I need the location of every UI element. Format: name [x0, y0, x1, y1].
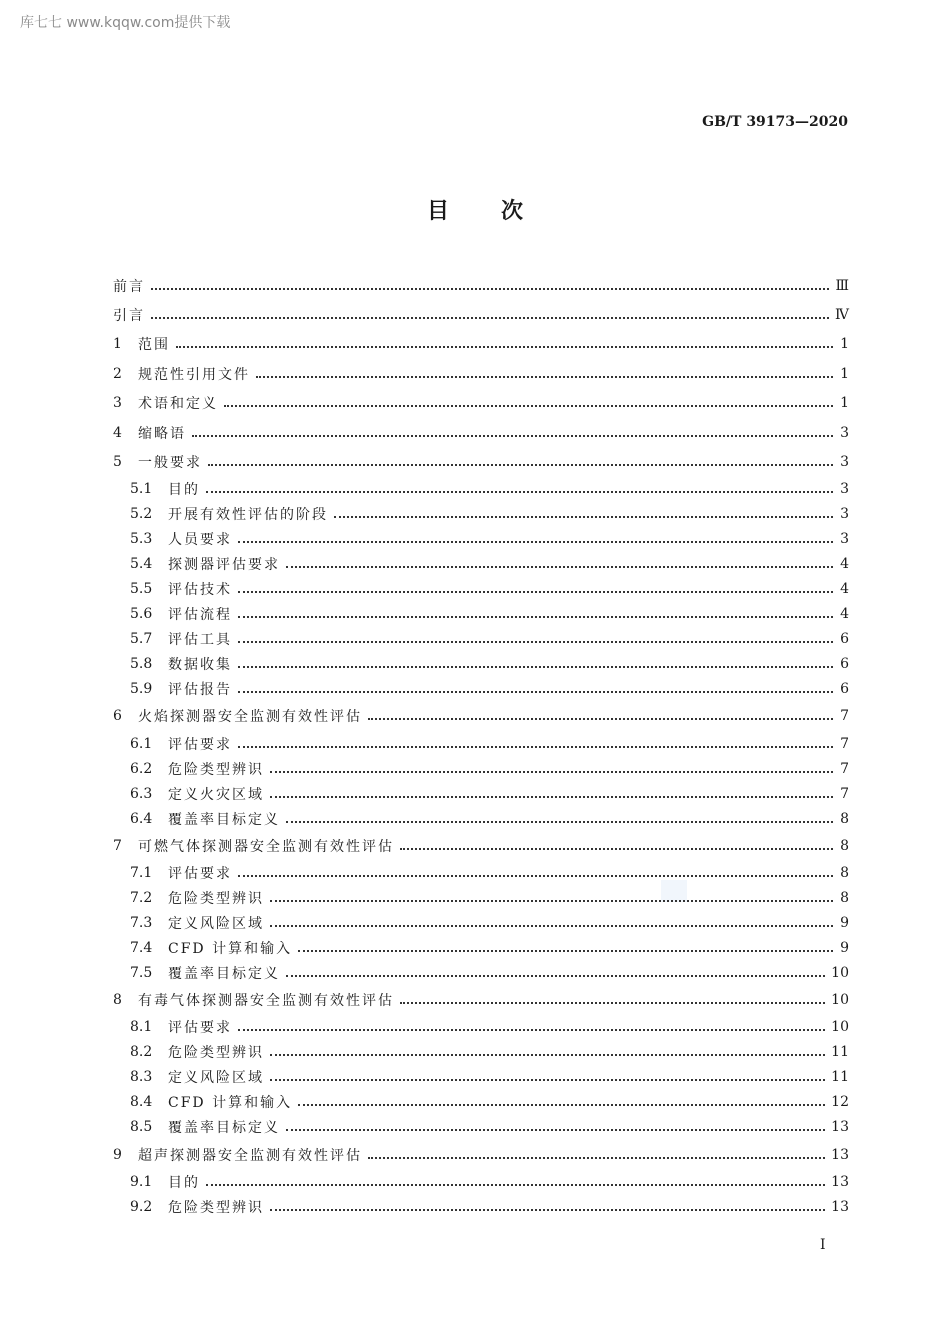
- toc-entry-page: 8: [840, 837, 849, 854]
- toc-entry-number: 2: [113, 365, 122, 382]
- toc-entry[interactable]: [113, 806, 849, 831]
- toc-entry-number: 1: [113, 336, 122, 353]
- toc-entry-number: 5.9: [130, 681, 153, 698]
- toc-entry[interactable]: [113, 271, 849, 300]
- toc-entry-label: 开展有效性评估的阶段: [168, 507, 328, 524]
- toc-entry-number: 5.6: [130, 606, 153, 623]
- dot-leader: [368, 718, 833, 720]
- toc-entry-label: 目的: [168, 1174, 200, 1191]
- toc-entry-label: CFD 计算和输入: [168, 1095, 293, 1112]
- toc-entry-number: 6.1: [130, 735, 153, 752]
- dot-leader: [238, 641, 833, 643]
- dot-leader: [270, 900, 833, 902]
- toc-entry-page: 10: [831, 992, 849, 1009]
- toc-entry-label: 评估技术: [168, 582, 232, 599]
- dot-leader: [298, 1104, 825, 1106]
- toc-entry-page: 8: [840, 865, 849, 882]
- toc-entry-page: 3: [840, 531, 849, 548]
- toc-entry-label: 超声探测器安全监测有效性评估: [138, 1147, 362, 1164]
- toc-entry[interactable]: [113, 1040, 849, 1065]
- toc-entry-number: 6.4: [130, 810, 153, 827]
- toc-entry-label: 数据收集: [168, 657, 232, 674]
- dot-leader: [368, 1157, 825, 1159]
- toc-entry-label: 规范性引用文件: [138, 366, 250, 383]
- toc-entry-page: 4: [840, 556, 849, 573]
- toc-entry[interactable]: [113, 552, 849, 577]
- toc-entry[interactable]: [113, 677, 849, 702]
- toc-entry-number: 8.3: [130, 1069, 153, 1086]
- toc-entry-number: 5.8: [130, 656, 153, 673]
- dot-leader: [270, 1054, 825, 1056]
- toc-entry-page: 7: [840, 760, 849, 777]
- toc-entry-label: 覆盖率目标定义: [168, 1120, 280, 1137]
- toc-entry-page: 3: [840, 506, 849, 523]
- toc-entry-label: 危险类型辨识: [168, 891, 264, 908]
- toc-entry-label: 前言: [113, 278, 145, 295]
- toc-entry-number: 7.5: [130, 965, 153, 982]
- dot-leader: [238, 666, 833, 668]
- dot-leader: [238, 746, 833, 748]
- toc-entry-number: 5.4: [130, 556, 153, 573]
- dot-leader: [400, 848, 833, 850]
- dot-leader: [206, 491, 833, 493]
- toc-entry-page: 1: [840, 365, 849, 382]
- toc-entry-label: 评估要求: [168, 1020, 232, 1037]
- dot-leader: [238, 541, 833, 543]
- toc-entry-page: 10: [831, 1019, 849, 1036]
- toc-entry-label: 定义火灾区域: [168, 786, 264, 803]
- toc-entry[interactable]: [113, 418, 849, 447]
- toc-entry-page: 3: [840, 481, 849, 498]
- toc-entry[interactable]: [113, 886, 849, 911]
- toc-entry-page: 6: [840, 631, 849, 648]
- toc-entry-page: 10: [831, 965, 849, 982]
- toc-entry-page: 1: [840, 395, 849, 412]
- toc-entry-page: 13: [831, 1173, 849, 1190]
- dot-leader: [270, 771, 833, 773]
- dot-leader: [151, 288, 829, 290]
- toc-entry-label: 评估要求: [168, 866, 232, 883]
- toc-entry-page: 13: [831, 1119, 849, 1136]
- toc-entry-label: 评估要求: [168, 736, 232, 753]
- toc-entry-page: 7: [840, 785, 849, 802]
- toc-entry[interactable]: [113, 527, 849, 552]
- toc-entry-number: 9.1: [130, 1173, 153, 1190]
- toc-entry-number: 7: [113, 837, 122, 854]
- toc-entry[interactable]: [113, 702, 849, 731]
- toc-entry[interactable]: [113, 831, 849, 860]
- toc-entry-label: 目的: [168, 482, 200, 499]
- toc-entry-page: 6: [840, 656, 849, 673]
- toc-entry-label: 覆盖率目标定义: [168, 966, 280, 983]
- toc-entry[interactable]: [113, 300, 849, 329]
- toc-entry-label: 覆盖率目标定义: [168, 811, 280, 828]
- toc-entry-number: 8.2: [130, 1044, 153, 1061]
- toc-entry-number: 8.5: [130, 1119, 153, 1136]
- toc-entry-page: 9: [840, 940, 849, 957]
- dot-leader: [192, 435, 833, 437]
- toc-entry[interactable]: [113, 502, 849, 527]
- toc-entry-label: 危险类型辨识: [168, 1045, 264, 1062]
- dot-leader: [298, 950, 833, 952]
- toc-entry-label: 火焰探测器安全监测有效性评估: [138, 709, 362, 726]
- toc-entry-label: 缩略语: [138, 425, 186, 442]
- dot-leader: [286, 1129, 825, 1131]
- dot-leader: [286, 975, 825, 977]
- toc-entry-label: 评估流程: [168, 607, 232, 624]
- toc-entry[interactable]: [113, 1015, 849, 1040]
- toc-entry[interactable]: [113, 1115, 849, 1140]
- dot-leader: [400, 1002, 825, 1004]
- toc-entry-label: 范围: [138, 337, 170, 354]
- table-of-contents: [113, 271, 849, 1219]
- dot-leader: [151, 317, 829, 319]
- toc-entry[interactable]: [113, 961, 849, 986]
- toc-entry-page: 3: [840, 424, 849, 441]
- toc-entry-number: 5.3: [130, 531, 153, 548]
- toc-entry-number: 7.4: [130, 940, 153, 957]
- toc-entry-page: 3: [840, 454, 849, 471]
- toc-entry-page: 6: [840, 681, 849, 698]
- dot-leader: [238, 875, 833, 877]
- toc-entry-number: 3: [113, 395, 122, 412]
- toc-entry[interactable]: [113, 359, 849, 388]
- dot-leader: [270, 1079, 825, 1081]
- toc-entry[interactable]: [113, 577, 849, 602]
- toc-entry-label: 危险类型辨识: [168, 1199, 264, 1216]
- toc-entry-number: 9: [113, 1146, 122, 1163]
- toc-entry-number: 7.2: [130, 890, 153, 907]
- dot-leader: [238, 691, 833, 693]
- toc-entry-number: 6.2: [130, 760, 153, 777]
- toc-entry[interactable]: [113, 1090, 849, 1115]
- toc-entry-number: 5.7: [130, 631, 153, 648]
- toc-entry[interactable]: [113, 602, 849, 627]
- toc-entry[interactable]: [113, 936, 849, 961]
- dot-leader: [334, 516, 833, 518]
- toc-entry-page: Ⅲ: [835, 277, 849, 294]
- toc-entry[interactable]: [113, 986, 849, 1015]
- dot-leader: [270, 1209, 825, 1211]
- toc-entry-number: 8: [113, 992, 122, 1009]
- dot-leader: [270, 925, 833, 927]
- toc-entry-number: 6.3: [130, 785, 153, 802]
- standard-number: GB/T 39173—2020: [702, 114, 848, 130]
- toc-entry-page: 7: [840, 708, 849, 725]
- toc-entry-page: 13: [831, 1146, 849, 1163]
- toc-entry-number: 7.1: [130, 865, 153, 882]
- toc-entry-page: 9: [840, 915, 849, 932]
- toc-entry-number: 4: [113, 424, 122, 441]
- toc-entry-page: 1: [840, 336, 849, 353]
- toc-entry[interactable]: [113, 861, 849, 886]
- toc-entry[interactable]: [113, 756, 849, 781]
- dot-leader: [208, 464, 833, 466]
- toc-entry[interactable]: [113, 731, 849, 756]
- toc-entry-label: 有毒气体探测器安全监测有效性评估: [138, 993, 394, 1010]
- toc-entry-number: 9.2: [130, 1198, 153, 1215]
- toc-entry-label: 危险类型辨识: [168, 761, 264, 778]
- toc-entry-label: 定义风险区域: [168, 1070, 264, 1087]
- toc-entry-label: 可燃气体探测器安全监测有效性评估: [138, 838, 394, 855]
- toc-entry-number: 5.2: [130, 506, 153, 523]
- dot-leader: [224, 405, 833, 407]
- toc-entry[interactable]: [113, 477, 849, 502]
- toc-entry-number: 7.3: [130, 915, 153, 932]
- dot-leader: [238, 1029, 825, 1031]
- toc-entry-number: 8.1: [130, 1019, 153, 1036]
- toc-entry-label: 一般要求: [138, 455, 202, 472]
- toc-entry[interactable]: [113, 1194, 849, 1219]
- toc-entry-page: 12: [831, 1094, 849, 1111]
- toc-entry[interactable]: [113, 652, 849, 677]
- toc-entry[interactable]: [113, 1169, 849, 1194]
- toc-entry[interactable]: [113, 330, 849, 359]
- toc-entry-label: 引言: [113, 308, 145, 325]
- toc-entry[interactable]: [113, 627, 849, 652]
- toc-entry-label: 定义风险区域: [168, 916, 264, 933]
- toc-entry-page: 4: [840, 606, 849, 623]
- toc-entry[interactable]: [113, 1065, 849, 1090]
- toc-entry-page: 4: [840, 581, 849, 598]
- toc-entry-label: CFD 计算和输入: [168, 941, 293, 958]
- toc-entry-number: 5: [113, 454, 122, 471]
- watermark-text: 库七七 www.kqqw.com提供下载: [20, 15, 231, 31]
- toc-entry-number: 5.5: [130, 581, 153, 598]
- dot-leader: [286, 566, 833, 568]
- toc-entry-number: 5.1: [130, 481, 153, 498]
- toc-entry-page: 7: [840, 735, 849, 752]
- toc-entry-number: 6: [113, 708, 122, 725]
- dot-leader: [206, 1184, 825, 1186]
- toc-entry-page: 13: [831, 1198, 849, 1215]
- dot-leader: [238, 591, 833, 593]
- toc-entry[interactable]: [113, 447, 849, 476]
- toc-entry-page: 11: [831, 1069, 849, 1086]
- footer-page-number: I: [820, 1237, 826, 1253]
- toc-entry-page: Ⅳ: [835, 307, 849, 324]
- toc-entry-label: 术语和定义: [138, 396, 218, 413]
- toc-entry[interactable]: [113, 911, 849, 936]
- toc-entry-number: 8.4: [130, 1094, 153, 1111]
- toc-entry-label: 人员要求: [168, 532, 232, 549]
- dot-leader: [256, 376, 833, 378]
- toc-entry-label: 评估工具: [168, 632, 232, 649]
- toc-entry[interactable]: [113, 781, 849, 806]
- dot-leader: [238, 616, 833, 618]
- toc-entry-page: 8: [840, 810, 849, 827]
- toc-entry-page: 8: [840, 890, 849, 907]
- toc-entry[interactable]: [113, 389, 849, 418]
- page-title: 目次: [426, 198, 575, 224]
- dot-leader: [270, 796, 833, 798]
- toc-entry-label: 评估报告: [168, 682, 232, 699]
- dot-leader: [176, 346, 833, 348]
- toc-entry-label: 探测器评估要求: [168, 557, 280, 574]
- toc-entry[interactable]: [113, 1140, 849, 1169]
- dot-leader: [286, 821, 833, 823]
- toc-entry-page: 11: [831, 1044, 849, 1061]
